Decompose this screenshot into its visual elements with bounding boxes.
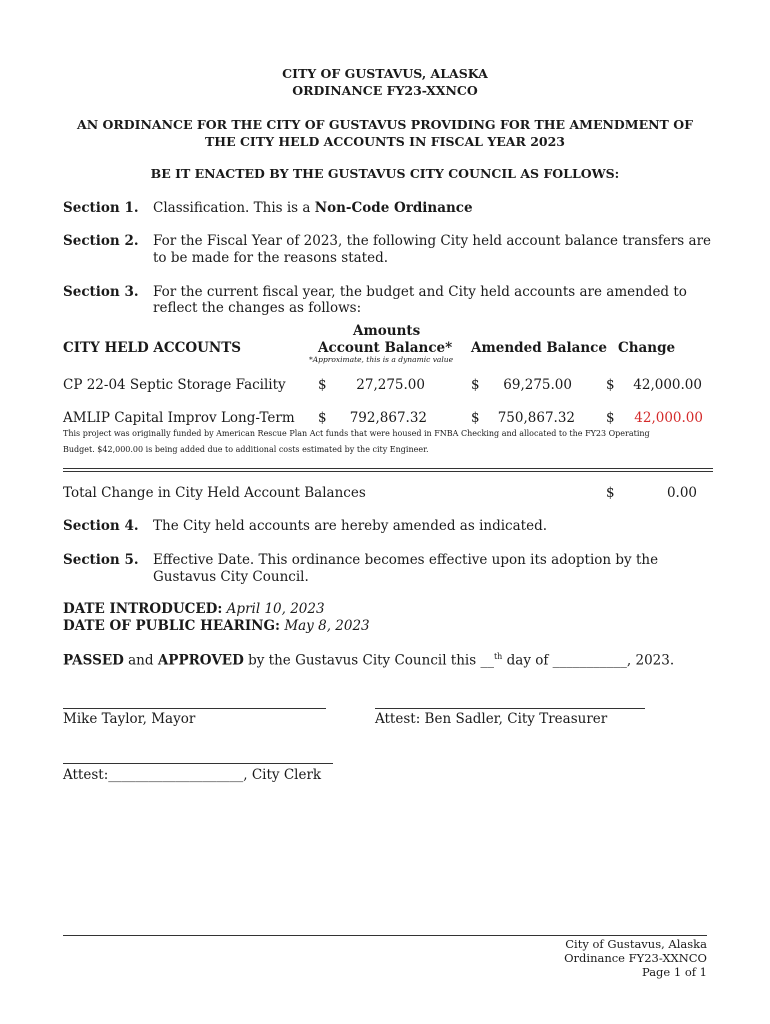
row1-account-name: CP 22-04 Septic Storage Facility bbox=[63, 377, 286, 393]
row2-amended: 750,867.32 bbox=[497, 410, 575, 426]
section-3-line1: For the current fiscal year, the budget and City held accounts are amended to bbox=[153, 284, 687, 300]
section-1-label: Section 1. bbox=[63, 200, 139, 216]
total-currency: $ bbox=[606, 485, 615, 501]
table-divider-bottom bbox=[63, 471, 713, 472]
row1-amended: 69,275.00 bbox=[503, 377, 572, 393]
col-amended-header: Amended Balance bbox=[471, 340, 607, 356]
balance-note: *Approximate, this is a dynamic value bbox=[309, 355, 454, 364]
table-divider-top bbox=[63, 468, 713, 469]
section-5-line1: Effective Date. This ordinance becomes effective upon its adoption by the bbox=[153, 552, 659, 568]
row1-change-currency: $ bbox=[606, 377, 615, 393]
date-introduced-label: DATE INTRODUCED: bbox=[63, 601, 223, 617]
footer-rule bbox=[63, 935, 707, 936]
mayor-signature-line bbox=[63, 708, 326, 709]
col-accounts-header: CITY HELD ACCOUNTS bbox=[63, 340, 242, 356]
section-2-line2: to be made for the reasons stated. bbox=[153, 250, 389, 266]
enacted-clause: BE IT ENACTED BY THE GUSTAVUS CITY COUNCIL AS FOLLOWS: bbox=[150, 166, 620, 181]
col-change-header: Change bbox=[618, 340, 676, 356]
section-4-label: Section 4. bbox=[63, 518, 139, 534]
section-2-label: Section 2. bbox=[63, 233, 139, 249]
section-5-line2: Gustavus City Council. bbox=[153, 569, 309, 585]
footer-line1: City of Gustavus, Alaska bbox=[565, 937, 707, 951]
total-label: Total Change in City Held Account Balances bbox=[63, 485, 366, 501]
treasurer-signature-line bbox=[375, 708, 645, 709]
section-3-line2: reflect the changes as follows: bbox=[153, 300, 362, 316]
clerk-signature-line bbox=[63, 763, 333, 764]
project-note-line1: This project was originally funded by American Rescue Plan Act funds that were housed in FNBA Checking and allocated to the FY23 Operating bbox=[63, 429, 650, 438]
section-1-text: Classification. This is a Non-Code Ordinance bbox=[153, 200, 473, 216]
row1-amended-currency: $ bbox=[471, 377, 480, 393]
row2-balance: 792,867.32 bbox=[349, 410, 427, 426]
date-introduced-value: April 10, 2023 bbox=[226, 601, 325, 617]
row1-balance-currency: $ bbox=[318, 377, 327, 393]
clerk-attest: Attest:____________________, City Clerk bbox=[63, 767, 322, 783]
row2-balance-currency: $ bbox=[318, 410, 327, 426]
date-introduced bbox=[63, 601, 325, 617]
date-hearing-label: DATE OF PUBLIC HEARING: bbox=[63, 618, 281, 634]
footer-line2: Ordinance FY23-XXNCO bbox=[564, 951, 707, 965]
row1-balance: 27,275.00 bbox=[356, 377, 425, 393]
col-amounts-header: Amounts bbox=[353, 323, 421, 339]
section-4-text: The City held accounts are hereby amended as indicated. bbox=[153, 518, 547, 534]
date-public-hearing bbox=[63, 618, 370, 634]
total-value: 0.00 bbox=[666, 485, 697, 501]
date-hearing-value: May 8, 2023 bbox=[284, 618, 370, 634]
ordinance-title-line2: THE CITY HELD ACCOUNTS IN FISCAL YEAR 2023 bbox=[204, 134, 566, 149]
project-note-line2: Budget. $42,000.00 is being added due to additional costs estimated by the city Engineer. bbox=[63, 445, 429, 454]
ordinance-number: ORDINANCE FY23-XXNCO bbox=[292, 83, 478, 98]
footer-page-number: Page 1 of 1 bbox=[641, 965, 707, 979]
passed-approved-clause: PASSED and APPROVED by the Gustavus City Council this __$^{th}$ day of ___________, 2023. bbox=[63, 652, 675, 669]
row2-change-currency: $ bbox=[606, 410, 615, 426]
section-5-label: Section 5. bbox=[63, 552, 139, 568]
section-2-line1: For the Fiscal Year of 2023, the following City held account balance transfers are bbox=[153, 233, 712, 249]
section-3-label: Section 3. bbox=[63, 284, 139, 300]
city-title: CITY OF GUSTAVUS, ALASKA bbox=[282, 66, 488, 81]
row2-account-name: AMLIP Capital Improv Long-Term bbox=[63, 410, 295, 426]
row1-change: 42,000.00 bbox=[633, 377, 702, 393]
ordinance-title-line1: AN ORDINANCE FOR THE CITY OF GUSTAVUS PROVIDING FOR THE AMENDMENT OF bbox=[77, 117, 693, 132]
col-balance-header: Account Balance* bbox=[318, 340, 453, 356]
section-1-bold: Non-Code Ordinance bbox=[314, 200, 473, 216]
treasurer-name: Attest: Ben Sadler, City Treasurer bbox=[375, 711, 608, 727]
mayor-name: Mike Taylor, Mayor bbox=[63, 711, 196, 727]
row2-amended-currency: $ bbox=[471, 410, 480, 426]
row2-change: 42,000.00 bbox=[634, 410, 703, 426]
